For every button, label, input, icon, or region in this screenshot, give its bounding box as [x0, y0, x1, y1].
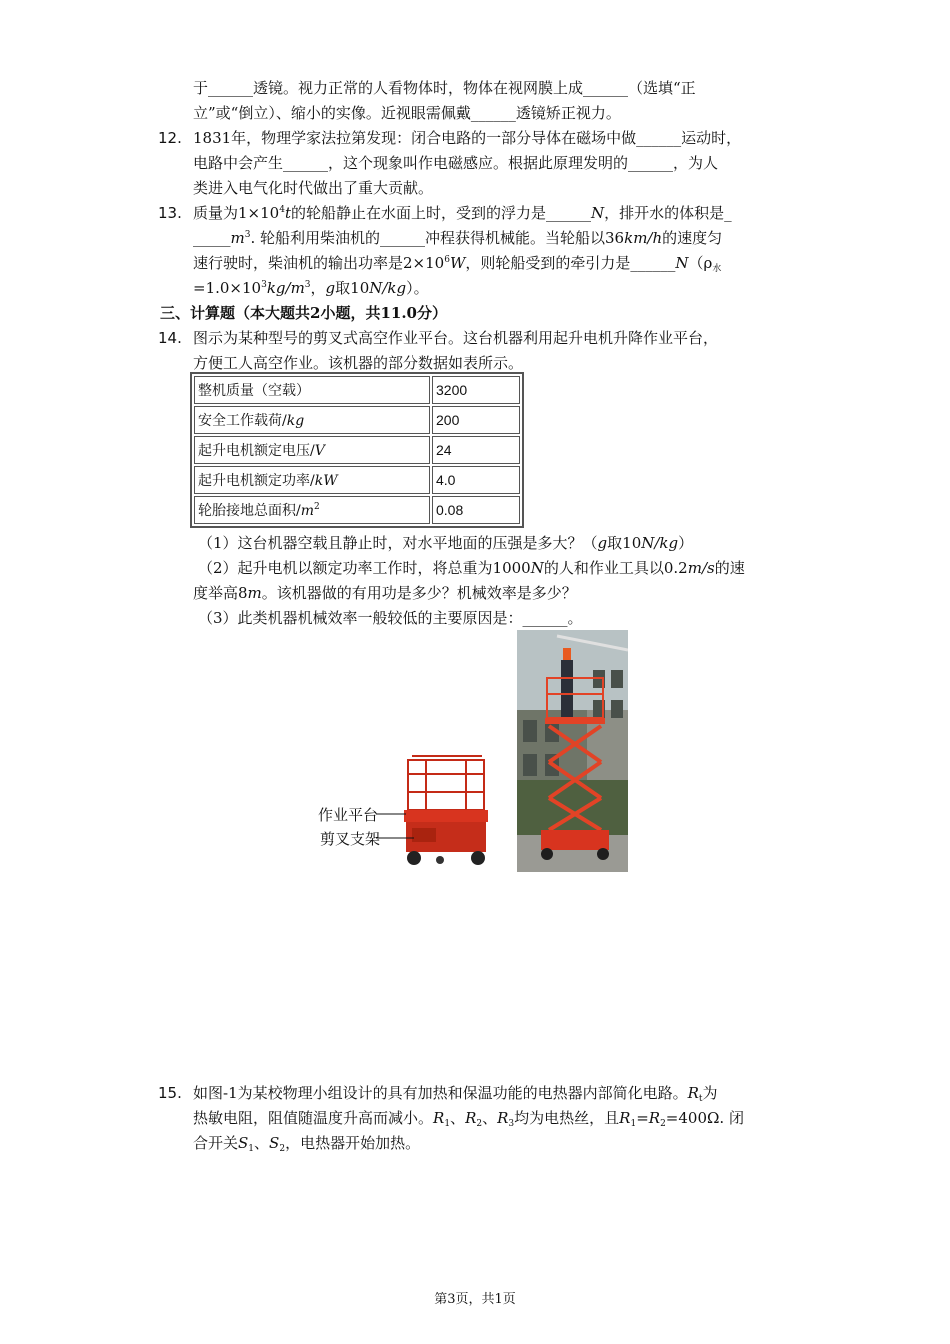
q14-number: 14. — [158, 329, 182, 347]
q14-line2: 方便工人高空作业。该机器的部分数据如表所示。 — [193, 354, 524, 372]
table-row — [194, 376, 520, 404]
q12-line3: 类进入电气化时代做出了重大贡献。 — [193, 179, 434, 197]
q14-line1: 图示为某种型号的剪叉式高空作业平台。这台机器利用起升电机升降作业平台， — [193, 329, 719, 347]
q13-line3: 速行驶时，柴油机的输出功率是$2\times 10^6W$，则轮船受到的牵引力是$\_\_\_\_\_\_N(\rho_水$ — [193, 254, 722, 274]
spec-value: 3200 — [432, 376, 520, 404]
q12-number: 12. — [158, 129, 182, 147]
q12-line2: 电路中会产生______，这个现象叫作电磁感应。根据此原理发明的______，为人 — [193, 154, 719, 172]
table-row — [194, 466, 520, 494]
q11-line2: 立”或“倒立）、缩小的实像。近视眼需佩戴______透镜矫正视力。 — [193, 104, 621, 122]
q15-line1: 如图-1为某校物理小组设计的具有加热和保温功能的电热器内部简化电路。$R_t$为 — [193, 1084, 718, 1104]
table-row — [194, 406, 520, 434]
page-footer: 第3页，共1页 — [434, 1292, 516, 1307]
q12-line1: 1831年，物理学家法拉第发现：闭合电路的一部分导体在磁场中做______运动时， — [193, 129, 742, 147]
spec-key: 整机质量（空载） — [194, 376, 430, 404]
q14-sub3: （3）此类机器机械效率一般较低的主要原因是：______。 — [198, 609, 583, 627]
q14-sub1: （1）这台机器空载且静止时，对水平地面的压强是多大？（g取10N/kg） — [198, 534, 694, 552]
q15-line3: 合开关$S_1$、$S_2$，电热器开始加热。 — [193, 1134, 421, 1154]
q13-line4: $=1.0\times 10^3kg/m^3$，g取10N/kg）。 — [193, 279, 429, 297]
table-row — [194, 436, 520, 464]
spec-table — [190, 372, 524, 528]
q13-line1: 质量为$1\times 10^4t$的轮船静止在水面上时，受到的浮力是______N，排开水的体积是_ — [193, 204, 732, 222]
spec-value: 0.08 — [432, 496, 520, 524]
q13-line2: $\_\_\_\_\_m^3$. 轮船利用柴油机的______冲程获得机械能。当轮船以36km/h的速度匀 — [193, 229, 723, 247]
spec-key: 安全工作载荷/kg — [194, 406, 430, 434]
spec-key: 起升电机额定功率/kW — [194, 466, 430, 494]
spec-key: 轮胎接地总面积$/m^2$ — [194, 496, 430, 524]
table-row — [194, 496, 520, 524]
label-platform: 作业平台 — [318, 806, 379, 824]
q13-number: 13. — [158, 204, 182, 222]
section-heading: 三、计算题（本大题共2小题，共11.0分） — [160, 304, 447, 322]
q15-line2: 热敏电阻，阻值随温度升高而减小。$R_1$、$R_2$、$R_3$均为电热丝，且$R_1=R_2=400\Omega$. 闭 — [193, 1109, 744, 1129]
q15-number: 15. — [158, 1084, 182, 1102]
spec-key: 起升电机额定电压/V — [194, 436, 430, 464]
q14-sub2-cont: 度举高8m。该机器做的有用功是多少？机械效率是多少？ — [193, 584, 577, 602]
q11-line1: 于______透镜。视力正常的人看物体时，物体在视网膜上成______（选填“正 — [193, 79, 696, 97]
scissor-lift-photo — [517, 630, 628, 872]
q14-sub2: （2）起升电机以额定功率工作时，将总重为1000N的人和作业工具以0.2m/s的速 — [198, 559, 745, 577]
spec-value: 24 — [432, 436, 520, 464]
spec-value: 4.0 — [432, 466, 520, 494]
label-scissor: 剪叉支架 — [320, 830, 381, 848]
spec-value: 200 — [432, 406, 520, 434]
